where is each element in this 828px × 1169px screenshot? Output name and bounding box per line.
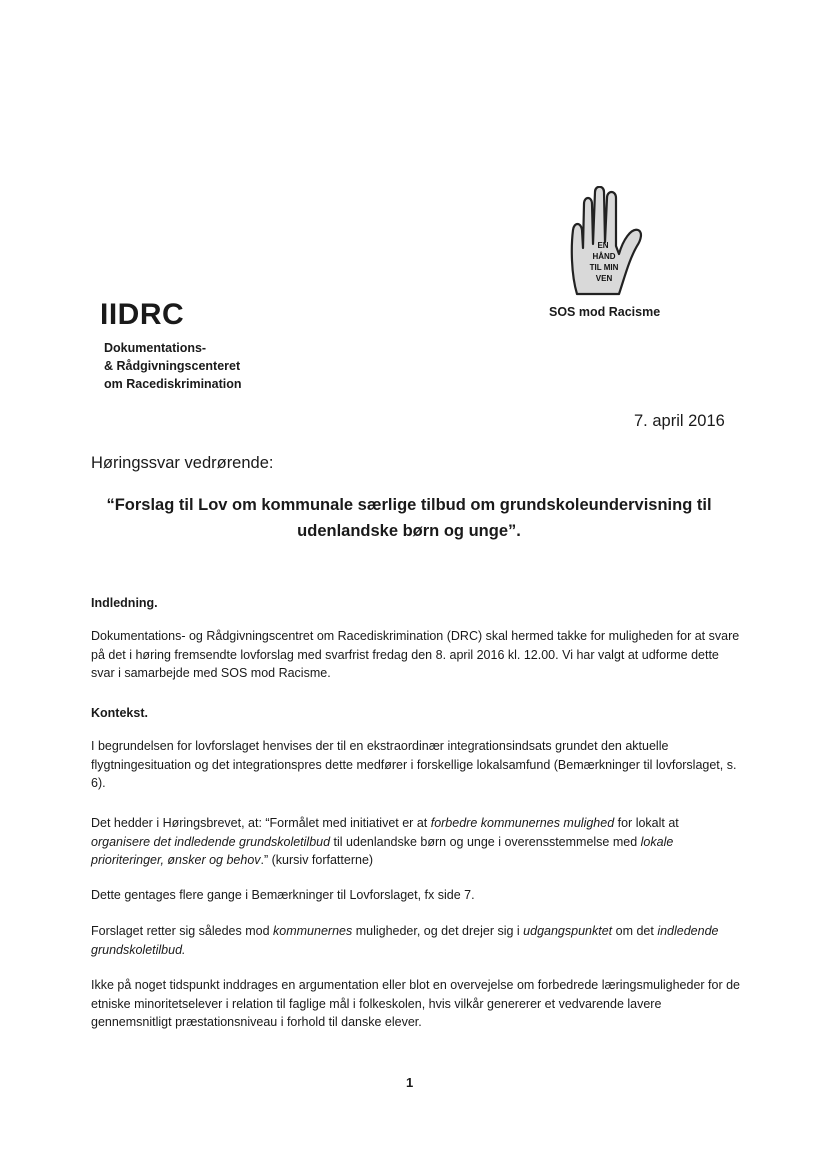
drc-name-line: om Racediskrimination: [104, 377, 242, 391]
italic-run: indledende grundskoletilbud.: [91, 924, 719, 957]
italic-run: organisere det indledende grundskoletilbud: [91, 834, 331, 849]
hand-text-line: VEN: [595, 274, 613, 283]
paragraph-context-1: I begrundelsen for lovforslaget henvises der til en ekstraordinær integrationsindsats grundet den aktuelle flygtningesituation og det integrationspres dette medfører i forskellige lokalsamfund (Bemærkninger til lovforslaget, s. 6).: [91, 739, 737, 790]
section-heading-context: Kontekst.: [91, 706, 148, 720]
paragraph-context-5: Ikke på noget tidspunkt inddrages en argumentation eller blot en overvejelse om forbedrede læringsmuligheder for de etniske minoritetselever i relation til faglige mål i folkeskolen, hvis vilkår genererer et vedvarende lavere gennemsnitligt præstationsniveau i forhold til danske elever.: [91, 978, 740, 1029]
drc-logo: IIDRC: [100, 298, 185, 331]
italic-run: kommunernes: [273, 924, 353, 938]
text-run: til udenlandske børn og unge i overensstemmelse med: [330, 834, 641, 849]
bill-title: “Forslag til Lov om kommunale særlige tilbud om grundskoleundervisning til udenlandske børn og unge”.: [106, 496, 712, 540]
page-number: 1: [406, 1075, 414, 1090]
text-run: Det hedder i Høringsbrevet, at: “Formålet med initiativet er at: [91, 816, 431, 830]
sos-label: SOS mod Racisme: [549, 305, 661, 319]
hand-text-line: TIL MIN: [589, 263, 619, 272]
drc-name-line: Dokumentations-: [104, 341, 207, 355]
italic-run: forbedre kommunernes mulighed: [430, 816, 615, 830]
drc-name: [104, 339, 242, 393]
paragraph-intro: Dokumentations- og Rådgivningscentret om Racediskrimination (DRC) skal hermed takke for muligheden for at svare på det i høring fremsendte lovforslag med svarfrist fredag den 8. april 2016 kl. 12.00. Vi har valgt at udforme dette svar i samarbejde med SOS mod Racisme.: [91, 629, 740, 680]
text-run: .” (kursiv forfatterne): [260, 853, 374, 867]
text-run: om det: [612, 924, 658, 938]
paragraph-context-4: [91, 922, 741, 959]
letter-heading: Høringssvar vedrørende:: [91, 454, 274, 472]
hand-text-line: HÅND: [592, 252, 616, 261]
drc-name-line: & Rådgivningscenteret: [104, 359, 241, 373]
text-run: Forslaget retter sig således mod: [91, 924, 274, 938]
italic-run: udgangspunktet: [523, 924, 613, 938]
hand-text-line: EN: [597, 241, 609, 250]
section-heading-intro: Indledning.: [91, 596, 158, 610]
paragraph-context-2: [91, 814, 741, 870]
text-run: muligheder, og det drejer sig i: [352, 924, 524, 938]
sos-hand-logo: [567, 186, 645, 298]
letter-date: 7. april 2016: [634, 412, 725, 430]
text-run: for lokalt at: [614, 816, 679, 830]
paragraph-context-3: Dette gentages flere gange i Bemærkninger til Lovforslaget, fx side 7.: [91, 888, 475, 902]
italic-run: lokale prioriteringer, ønsker og behov: [91, 834, 674, 867]
